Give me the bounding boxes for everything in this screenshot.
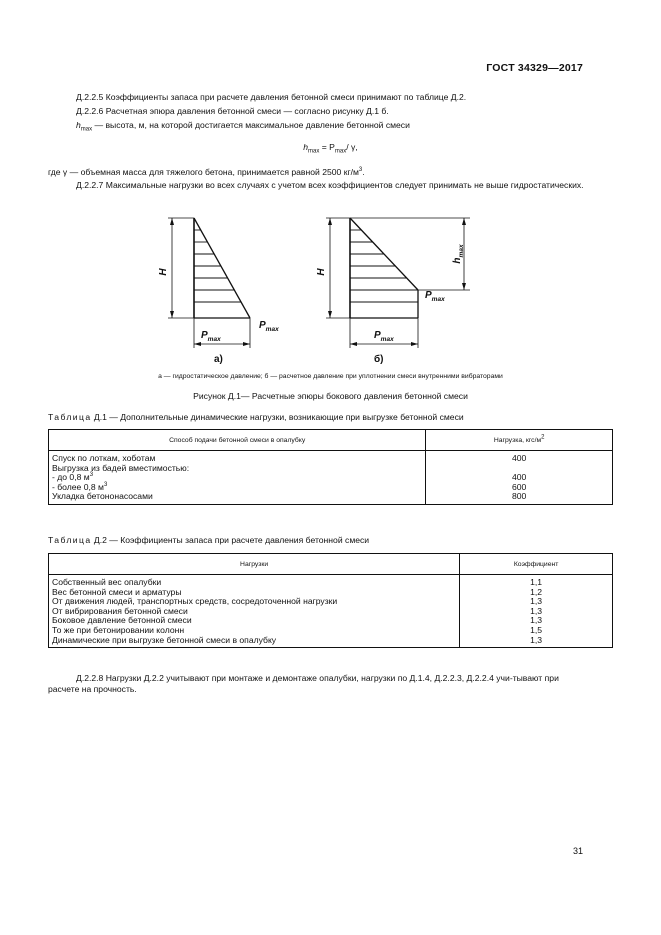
table-row: Боковое давление бетонной смеси 1,3 [49, 616, 613, 626]
table1-caption [48, 412, 464, 422]
table-row: Спуск по лоткам, хоботам 400 [49, 451, 613, 464]
table-d2-header [49, 554, 613, 575]
table-row: Динамические при выгрузке бетонной смеси в опалубку 1,3 [49, 636, 613, 648]
table-row: От движения людей, транспортных средств, сосредоточенной нагрузки 1,3 [49, 597, 613, 607]
table-row: Вес бетонной смеси и арматуры 1,2 [49, 588, 613, 598]
paragraph-d225: Д.2.2.5 Коэффициенты запаса при расчете давления бетонной смеси принимают по таблице Д.2. [76, 92, 467, 102]
diagram-b-pmax-label: $P_{max}$ [374, 330, 394, 343]
formula-mid: = P [319, 142, 335, 152]
diagram-a-pmax-label-right: $P_{max}$ [259, 320, 279, 333]
table-d1-col2-header: Нагрузка, кгс/$м^2$ [426, 430, 613, 451]
diagram-b [326, 218, 470, 348]
table-row: Выгрузка из бадей вместимостью: [49, 464, 613, 474]
table2-caption-text: Д.2 — Коэффициенты запаса при расчете давления бетонной смеси [91, 535, 370, 545]
diagram-b-pmax-label-right: $P_{max}$ [425, 290, 445, 303]
diagram-a-hatching [194, 230, 241, 302]
figure-caption: Рисунок Д.1— Расчетные эпюры бокового давления бетонной смеси [193, 391, 468, 401]
table2-caption [48, 535, 369, 545]
table-d2 [48, 553, 613, 648]
table-row: Укладка бетононасосами 800 [49, 492, 613, 504]
table-d1-col1-header: Способ подачи бетонной смеси в опалубку [49, 430, 426, 451]
formula-h-sub: max [308, 148, 320, 155]
formula-p-sub: max [334, 148, 347, 155]
diagram-a [168, 218, 250, 348]
diagram-a-pmax-label: $P_{max}$ [201, 330, 221, 343]
formula-end: / γ, [346, 142, 358, 152]
formula-hmax [0, 142, 661, 155]
table-row: Собственный вес опалубки 1,1 [49, 575, 613, 588]
table-row: - более 0,8 $м^3$ 600 [49, 483, 613, 493]
table-row: - до 0,8 $м^3$ 400 [49, 473, 613, 483]
diagram-b-H-label: H [316, 268, 327, 276]
where-sup: 3 [358, 167, 363, 174]
table2-caption-prefix: Таблица [48, 535, 92, 545]
table-d1-header [49, 430, 613, 451]
paragraph-hmax-definition [76, 120, 410, 131]
paragraph-d227: Д.2.2.7 Максимальные нагрузки во всех случаях с учетом всех коэффициентов следует принимать не выше гидростатических. [76, 180, 584, 190]
paragraph-d226: Д.2.2.6 Расчетная эпюра давления бетонной смеси — согласно рисунку Д.1 б. [76, 106, 389, 116]
hmax-subscript: max [80, 126, 93, 133]
diagram-b-hatching [350, 230, 418, 302]
paragraph-d228: Д.2.2.8 Нагрузки Д.2.2 учитывают при монтаже и демонтаже опалубки, нагрузки по Д.1.4, Д.2.2.3, Д.2.2.4 учи-тывают при расчете на прочность. [48, 673, 559, 695]
figure-label-a: а) [214, 354, 223, 365]
table-d2-col2-header: Коэффициент [460, 554, 613, 575]
where-end: . [362, 167, 365, 177]
where-text: где γ — объемная масса для тяжелого бетона, принимается равной 2500 кг/м [48, 167, 359, 177]
document-code: ГОСТ 34329—2017 [486, 62, 583, 74]
paragraph-where-gamma [48, 167, 365, 178]
table1-caption-text: Д.1 — Дополнительные динамические нагрузки, возникающие при выгрузке бетонной смеси [91, 412, 464, 422]
diagram-a-hypotenuse [194, 218, 250, 318]
diagram-a-H-label: H [158, 268, 169, 276]
page-number: 31 [572, 846, 583, 856]
formula-h: h [303, 142, 309, 152]
table-row: От вибрирования бетонной смеси 1,3 [49, 607, 613, 617]
figure-label-b: б) [374, 354, 384, 365]
figure-pressure-diagrams [0, 210, 661, 370]
diagram-b-hmax-label: $h_{max}$ [452, 244, 465, 264]
hmax-text: — высота, м, на которой достигается максимальное давление бетонной смеси [92, 120, 410, 130]
figure-legend: а — гидростатическое давление; б — расчетное давление при уплотнении смеси внутренними вибраторами [158, 373, 503, 380]
table1-caption-prefix: Таблица [48, 412, 92, 422]
table-row: То же при бетонировании колонн 1,5 [49, 626, 613, 636]
table-d2-col1-header: Нагрузки [49, 554, 460, 575]
hmax-symbol: h [76, 120, 81, 130]
table-d1 [48, 429, 613, 505]
